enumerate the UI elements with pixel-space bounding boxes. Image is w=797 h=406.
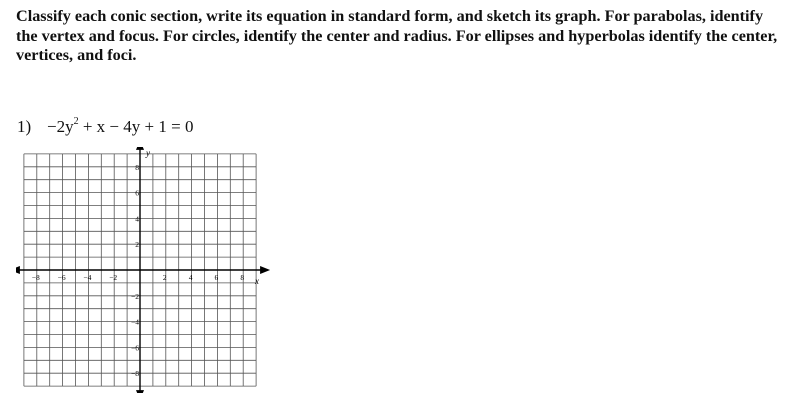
y-tick-label: −8 [131, 369, 139, 379]
y-tick-label: 8 [135, 162, 139, 172]
coordinate-graph [16, 147, 276, 393]
x-tick-label: 6 [214, 273, 219, 282]
equation-part-2: + x − 4y + 1 = 0 [78, 117, 194, 136]
x-axis-arrow-right [260, 266, 270, 274]
y-axis-arrow-down [136, 390, 144, 393]
y-tick-label: 4 [135, 214, 139, 224]
instructions: Classify each conic section, write its equation in standard form, and sketch its graph. For parabolas, identify the vertex and focus. For circles, identify the center and radius. For ellipses and hyperbolas identify the center, vertices, and foci. [16, 7, 778, 64]
x-tick-label: −6 [57, 273, 66, 282]
y-axis-arrow-up [136, 147, 144, 150]
problem-1 [17, 117, 193, 137]
y-tick-label: 2 [135, 240, 139, 250]
equation [47, 117, 193, 136]
x-axis-label: x [255, 276, 259, 286]
equation-part-1: −2y [47, 117, 74, 136]
equation-exponent: 2 [73, 116, 79, 127]
x-tick-label: −4 [83, 273, 92, 282]
y-tick-label: −6 [131, 343, 139, 353]
problem-number: 1) [17, 117, 32, 136]
y-tick-label: −2 [131, 291, 139, 301]
y-axis-label: y [146, 148, 150, 158]
x-tick-label: 2 [162, 273, 167, 282]
y-tick-label: 6 [135, 188, 139, 198]
x-tick-label: 8 [240, 273, 245, 282]
x-axis-arrow-left [16, 266, 20, 274]
x-tick-label: 4 [188, 273, 193, 282]
x-tick-label: −8 [31, 273, 40, 282]
graph-axes [16, 147, 270, 393]
x-tick-label: −2 [109, 273, 118, 282]
y-tick-label: −4 [131, 317, 139, 327]
